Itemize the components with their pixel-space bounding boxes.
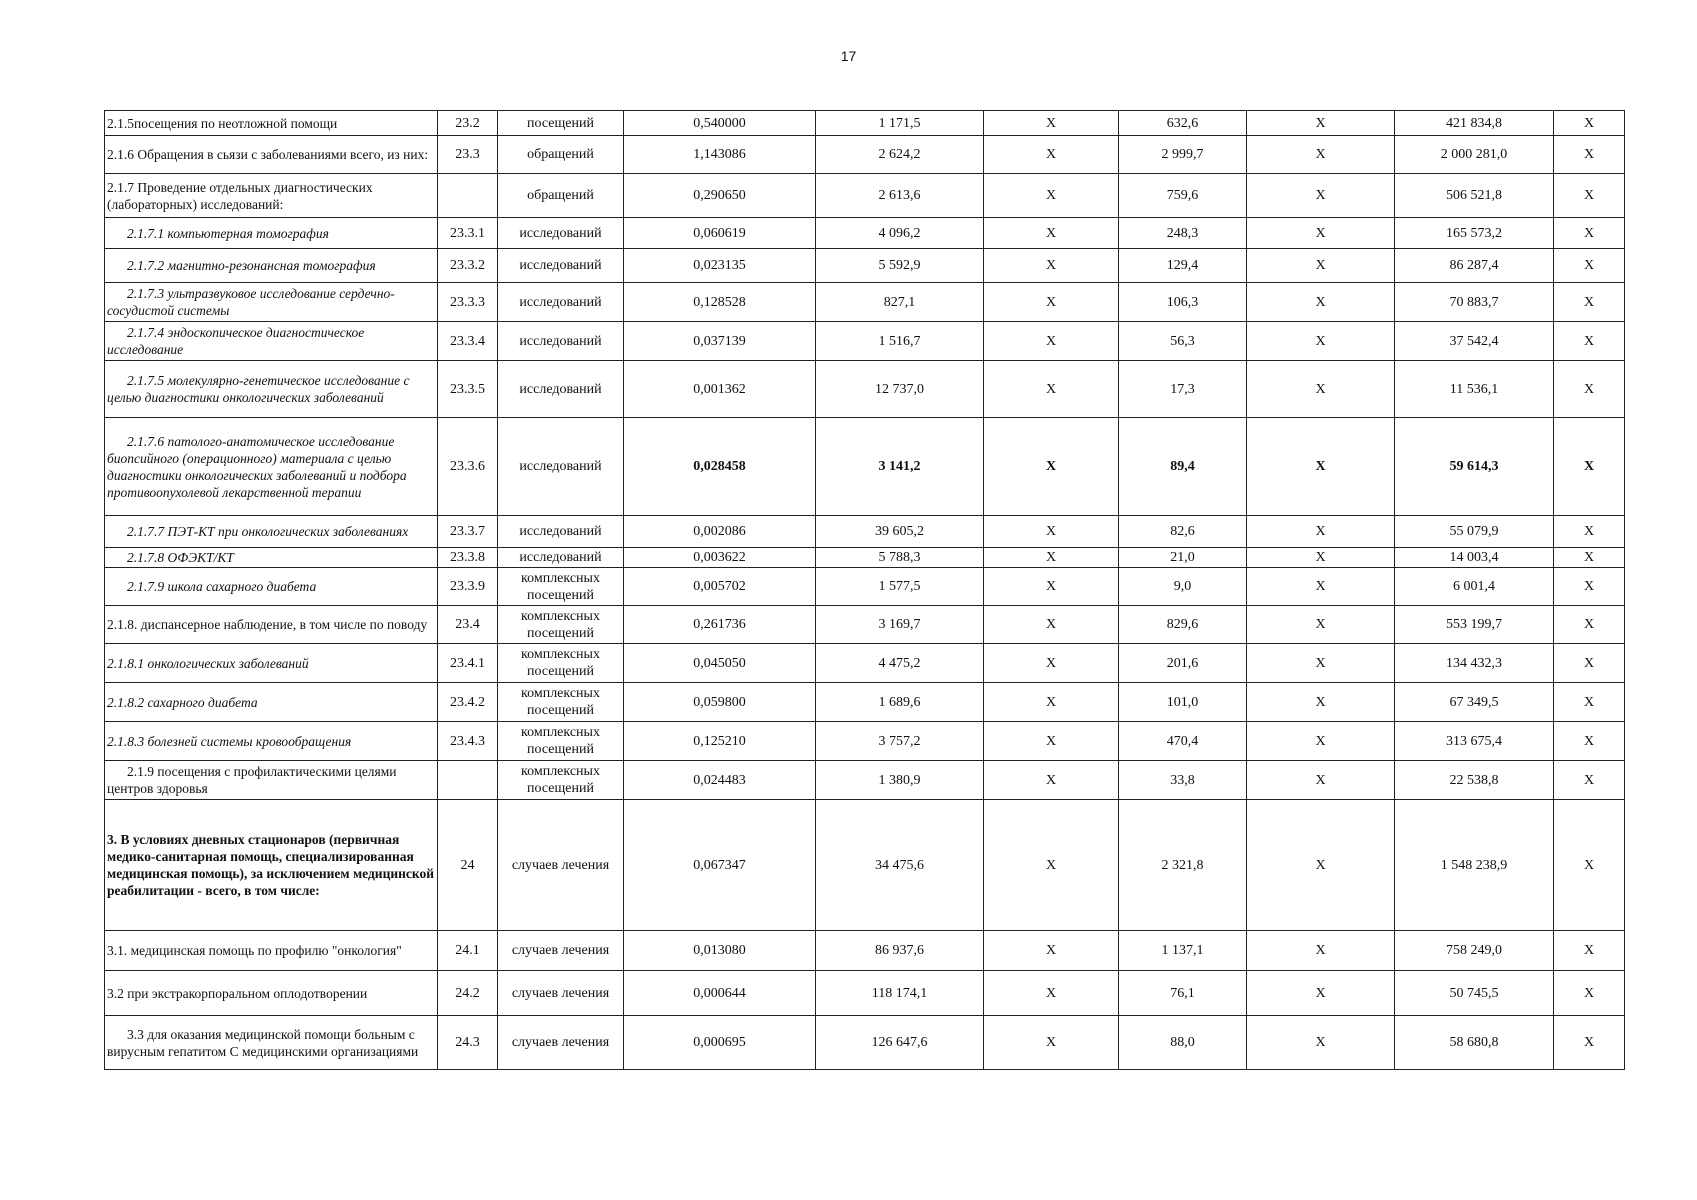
cell-unit: исследований [498,249,624,283]
cell-c1: X [984,516,1119,548]
cell-norm: 0,001362 [624,361,816,418]
cell-cost: 3 169,7 [816,606,984,644]
cell-c5: X [1554,931,1625,971]
cell-c2: 9,0 [1119,568,1247,606]
cell-name: 2.1.8.3 болезней системы кровообращения [105,722,438,761]
cell-name: 2.1.9 посещения с профилактическими целями центров здоровья [105,761,438,800]
table-row [105,516,1625,548]
cell-name: 2.1.6 Обращения в сьязи с заболеваниями всего, из них: [105,136,438,174]
cell-c4: 758 249,0 [1395,931,1554,971]
cell-c5: X [1554,761,1625,800]
cell-c4: 67 349,5 [1395,683,1554,722]
cell-unit: комплексных посещений [498,683,624,722]
cell-unit: комплексных посещений [498,761,624,800]
table-row [105,761,1625,800]
cell-c3: X [1247,218,1395,249]
cell-code: 23.4 [438,606,498,644]
table-row [105,644,1625,683]
cell-norm: 0,059800 [624,683,816,722]
cell-c4: 22 538,8 [1395,761,1554,800]
cell-c5: X [1554,722,1625,761]
cell-c1: X [984,322,1119,361]
table-row [105,606,1625,644]
cell-code: 23.3.5 [438,361,498,418]
cell-c5: X [1554,174,1625,218]
cell-code: 24.2 [438,971,498,1016]
cell-name: 2.1.7.5 молекулярно-генетическое исследование с целью диагностики онкологических заболеваний [105,361,438,418]
table-row [105,800,1625,931]
cell-c2: 2 999,7 [1119,136,1247,174]
cell-c3: X [1247,283,1395,322]
cell-norm: 0,028458 [624,418,816,516]
cell-c3: X [1247,683,1395,722]
cell-unit: исследований [498,548,624,568]
cell-c5: X [1554,548,1625,568]
cell-c2: 33,8 [1119,761,1247,800]
cell-norm: 0,024483 [624,761,816,800]
cell-c1: X [984,249,1119,283]
cell-c3: X [1247,249,1395,283]
cell-c3: X [1247,1016,1395,1070]
cell-code: 23.3.6 [438,418,498,516]
cell-code [438,174,498,218]
table-row [105,361,1625,418]
cell-c3: X [1247,174,1395,218]
cell-norm: 0,037139 [624,322,816,361]
cell-name: 2.1.7.6 патолого-анатомическое исследование биопсийного (операционного) материала с целью диагностики онкологических заболеваний и подбора противоопухолевой лекарственной терапии [105,418,438,516]
cell-c2: 201,6 [1119,644,1247,683]
cell-norm: 0,005702 [624,568,816,606]
cell-code: 23.3.4 [438,322,498,361]
cell-name: 2.1.7 Проведение отдельных диагностических (лабораторных) исследований: [105,174,438,218]
cell-cost: 5 788,3 [816,548,984,568]
table-row [105,322,1625,361]
cell-c4: 313 675,4 [1395,722,1554,761]
cell-norm: 0,540000 [624,111,816,136]
table-row [105,283,1625,322]
cell-c4: 165 573,2 [1395,218,1554,249]
cell-cost: 86 937,6 [816,931,984,971]
cell-c2: 248,3 [1119,218,1247,249]
cell-c2: 17,3 [1119,361,1247,418]
cell-code: 23.3.9 [438,568,498,606]
cell-c1: X [984,418,1119,516]
cell-cost: 2 613,6 [816,174,984,218]
cell-c3: X [1247,548,1395,568]
cell-c1: X [984,761,1119,800]
cell-c5: X [1554,283,1625,322]
cell-code: 23.2 [438,111,498,136]
cell-c1: X [984,800,1119,931]
cell-cost: 1 171,5 [816,111,984,136]
cell-name: 2.1.8. диспансерное наблюдение, в том числе по поводу [105,606,438,644]
cell-c3: X [1247,644,1395,683]
cell-c2: 829,6 [1119,606,1247,644]
cell-cost: 3 757,2 [816,722,984,761]
cell-unit: исследований [498,218,624,249]
table-row [105,931,1625,971]
cell-c1: X [984,361,1119,418]
table-row [105,136,1625,174]
cell-code: 24.1 [438,931,498,971]
cell-unit: случаев лечения [498,931,624,971]
cell-name: 2.1.7.2 магнитно-резонансная томография [105,249,438,283]
table-row [105,174,1625,218]
cell-c1: X [984,136,1119,174]
cell-norm: 0,023135 [624,249,816,283]
cell-c1: X [984,606,1119,644]
cell-code: 23.4.3 [438,722,498,761]
cell-unit: случаев лечения [498,1016,624,1070]
cell-c2: 129,4 [1119,249,1247,283]
cell-c1: X [984,971,1119,1016]
cell-code: 23.4.1 [438,644,498,683]
cell-c1: X [984,1016,1119,1070]
cell-norm: 1,143086 [624,136,816,174]
cell-name: 2.1.7.7 ПЭТ-КТ при онкологических заболеваниях [105,516,438,548]
cell-cost: 5 592,9 [816,249,984,283]
cell-c5: X [1554,249,1625,283]
cell-cost: 126 647,6 [816,1016,984,1070]
cell-code: 23.3.1 [438,218,498,249]
cell-c5: X [1554,800,1625,931]
cell-c1: X [984,111,1119,136]
cell-c3: X [1247,931,1395,971]
cell-c4: 421 834,8 [1395,111,1554,136]
cell-c4: 553 199,7 [1395,606,1554,644]
cell-norm: 0,003622 [624,548,816,568]
cell-unit: комплексных посещений [498,606,624,644]
cell-code: 23.3.7 [438,516,498,548]
cell-norm: 0,000644 [624,971,816,1016]
cell-cost: 34 475,6 [816,800,984,931]
cell-c4: 6 001,4 [1395,568,1554,606]
cell-unit: комплексных посещений [498,568,624,606]
cell-unit: исследований [498,283,624,322]
table-row [105,722,1625,761]
financing-table [104,110,1625,1070]
table-row [105,971,1625,1016]
cell-name: 2.1.8.1 онкологических заболеваний [105,644,438,683]
cell-c5: X [1554,971,1625,1016]
cell-c4: 37 542,4 [1395,322,1554,361]
cell-c5: X [1554,644,1625,683]
cell-c5: X [1554,683,1625,722]
cell-c3: X [1247,606,1395,644]
cell-name: 3.2 при экстракорпоральном оплодотворении [105,971,438,1016]
cell-cost: 118 174,1 [816,971,984,1016]
table-row [105,418,1625,516]
cell-c5: X [1554,418,1625,516]
cell-code: 23.3.8 [438,548,498,568]
cell-code: 23.4.2 [438,683,498,722]
cell-name: 2.1.7.4 эндоскопическое диагностическое исследование [105,322,438,361]
cell-c3: X [1247,722,1395,761]
cell-c1: X [984,683,1119,722]
cell-name: 2.1.7.3 ультразвуковое исследование сердечно-сосудистой системы [105,283,438,322]
cell-c1: X [984,283,1119,322]
cell-c4: 55 079,9 [1395,516,1554,548]
table-row [105,548,1625,568]
cell-cost: 1 380,9 [816,761,984,800]
cell-name: 3.1. медицинская помощь по профилю "онкология" [105,931,438,971]
cell-c3: X [1247,761,1395,800]
cell-c1: X [984,722,1119,761]
cell-c2: 76,1 [1119,971,1247,1016]
cell-c5: X [1554,568,1625,606]
cell-unit: исследований [498,418,624,516]
cell-unit: комплексных посещений [498,722,624,761]
cell-norm: 0,000695 [624,1016,816,1070]
cell-cost: 12 737,0 [816,361,984,418]
cell-norm: 0,045050 [624,644,816,683]
cell-unit: исследований [498,322,624,361]
cell-norm: 0,002086 [624,516,816,548]
cell-unit: комплексных посещений [498,644,624,683]
cell-norm: 0,013080 [624,931,816,971]
cell-c4: 14 003,4 [1395,548,1554,568]
cell-c3: X [1247,136,1395,174]
cell-unit: случаев лечения [498,800,624,931]
cell-c2: 470,4 [1119,722,1247,761]
cell-c1: X [984,931,1119,971]
cell-c1: X [984,548,1119,568]
cell-c2: 101,0 [1119,683,1247,722]
cell-c5: X [1554,1016,1625,1070]
cell-c1: X [984,644,1119,683]
cell-c5: X [1554,111,1625,136]
cell-cost: 1 689,6 [816,683,984,722]
cell-c4: 59 614,3 [1395,418,1554,516]
cell-code [438,761,498,800]
cell-c4: 2 000 281,0 [1395,136,1554,174]
cell-c3: X [1247,418,1395,516]
cell-c3: X [1247,568,1395,606]
cell-norm: 0,128528 [624,283,816,322]
cell-c4: 50 745,5 [1395,971,1554,1016]
cell-cost: 4 096,2 [816,218,984,249]
cell-c2: 21,0 [1119,548,1247,568]
cell-cost: 4 475,2 [816,644,984,683]
cell-code: 23.3 [438,136,498,174]
cell-c4: 1 548 238,9 [1395,800,1554,931]
cell-cost: 1 577,5 [816,568,984,606]
cell-unit: обращений [498,174,624,218]
cell-name: 2.1.7.8 ОФЭКТ/КТ [105,548,438,568]
cell-c1: X [984,174,1119,218]
cell-code: 23.3.2 [438,249,498,283]
cell-c2: 759,6 [1119,174,1247,218]
cell-c5: X [1554,516,1625,548]
cell-cost: 2 624,2 [816,136,984,174]
cell-unit: посещений [498,111,624,136]
cell-c1: X [984,218,1119,249]
table-row [105,218,1625,249]
cell-name: 2.1.7.1 компьютерная томография [105,218,438,249]
page-number: 17 [840,48,857,64]
table-row [105,111,1625,136]
cell-cost: 827,1 [816,283,984,322]
cell-code: 24 [438,800,498,931]
cell-c5: X [1554,218,1625,249]
cell-c2: 1 137,1 [1119,931,1247,971]
cell-c2: 88,0 [1119,1016,1247,1070]
cell-c3: X [1247,361,1395,418]
cell-name: 3. В условиях дневных стационаров (первичная медико-санитарная помощь, специализированная медицинская помощь), за исключением медицинской реабилитации - всего, в том числе: [105,800,438,931]
cell-c5: X [1554,136,1625,174]
cell-c3: X [1247,111,1395,136]
cell-code: 23.3.3 [438,283,498,322]
cell-cost: 39 605,2 [816,516,984,548]
cell-c2: 2 321,8 [1119,800,1247,931]
cell-c3: X [1247,971,1395,1016]
cell-cost: 1 516,7 [816,322,984,361]
cell-norm: 0,067347 [624,800,816,931]
cell-c1: X [984,568,1119,606]
cell-cost: 3 141,2 [816,418,984,516]
table-row [105,1016,1625,1070]
cell-code: 24.3 [438,1016,498,1070]
cell-norm: 0,060619 [624,218,816,249]
cell-c3: X [1247,516,1395,548]
cell-c2: 89,4 [1119,418,1247,516]
table-row [105,568,1625,606]
cell-name: 2.1.7.9 школа сахарного диабета [105,568,438,606]
cell-c3: X [1247,800,1395,931]
cell-c2: 106,3 [1119,283,1247,322]
cell-unit: случаев лечения [498,971,624,1016]
cell-unit: исследований [498,516,624,548]
cell-c2: 82,6 [1119,516,1247,548]
cell-norm: 0,290650 [624,174,816,218]
cell-c4: 70 883,7 [1395,283,1554,322]
cell-norm: 0,261736 [624,606,816,644]
cell-c4: 11 536,1 [1395,361,1554,418]
cell-c5: X [1554,606,1625,644]
cell-c5: X [1554,322,1625,361]
cell-c2: 56,3 [1119,322,1247,361]
cell-name: 2.1.8.2 сахарного диабета [105,683,438,722]
cell-c4: 134 432,3 [1395,644,1554,683]
cell-name: 2.1.5посещения по неотложной помощи [105,111,438,136]
table-row [105,249,1625,283]
cell-c4: 58 680,8 [1395,1016,1554,1070]
cell-c3: X [1247,322,1395,361]
table-row [105,683,1625,722]
cell-unit: обращений [498,136,624,174]
cell-name: 3.3 для оказания медицинской помощи больным с вирусным гепатитом С медицинскими организациями [105,1016,438,1070]
cell-c4: 86 287,4 [1395,249,1554,283]
cell-c2: 632,6 [1119,111,1247,136]
cell-norm: 0,125210 [624,722,816,761]
cell-unit: исследований [498,361,624,418]
cell-c5: X [1554,361,1625,418]
cell-c4: 506 521,8 [1395,174,1554,218]
